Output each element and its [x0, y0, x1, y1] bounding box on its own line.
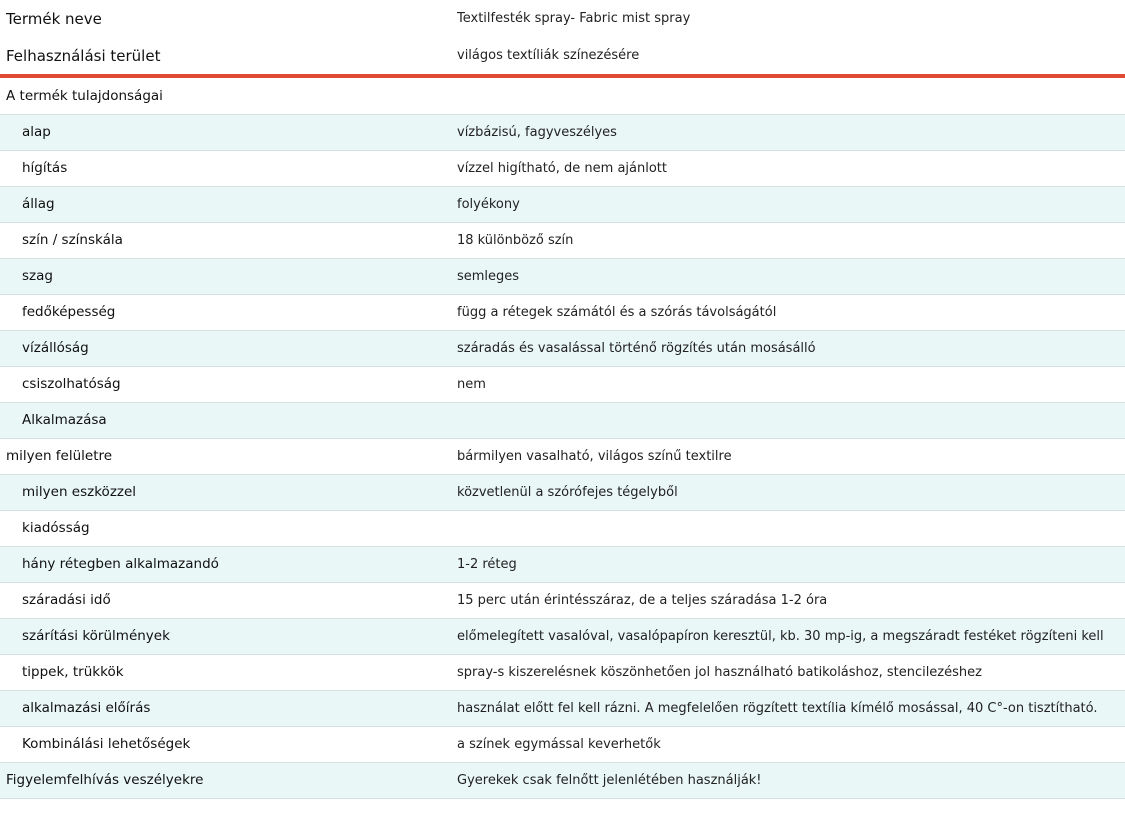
table-row	[0, 366, 1125, 402]
row-label: szárítási körülmények	[22, 628, 170, 644]
row-value: vízzel higítható, de nem ajánlott	[451, 150, 1125, 186]
row-label: vízállóság	[22, 340, 89, 356]
row-label-cell	[0, 114, 451, 150]
row-value: vízbázisú, fagyveszélyes	[451, 114, 1125, 150]
table-row	[0, 438, 1125, 474]
row-label-cell	[0, 618, 451, 654]
row-label-cell	[0, 330, 451, 366]
row-label-cell	[0, 402, 451, 438]
row-label: milyen eszközzel	[22, 484, 137, 500]
properties-table	[0, 78, 1125, 799]
row-value: 1-2 réteg	[451, 546, 1125, 582]
row-label: állag	[22, 196, 55, 212]
table-row	[0, 690, 1125, 726]
row-value: 18 különböző szín	[451, 222, 1125, 258]
row-label: szag	[22, 268, 53, 284]
row-label: hány rétegben alkalmazandó	[22, 556, 219, 572]
row-label-cell	[0, 294, 451, 330]
row-label: tippek, trükkök	[22, 664, 124, 680]
row-value: száradás és vasalással történő rögzítés után mosásálló	[451, 330, 1125, 366]
table-row	[0, 618, 1125, 654]
row-label-cell	[0, 510, 451, 546]
table-row	[0, 546, 1125, 582]
row-label: száradási idő	[22, 592, 111, 608]
row-label-cell	[0, 438, 451, 474]
table-row	[0, 726, 1125, 762]
row-label: Figyelemfelhívás veszélyekre	[6, 772, 204, 788]
row-value: spray-s kiszerelésnek köszönhetően jol használható batikoláshoz, stencilezéshez	[451, 654, 1125, 690]
row-label: milyen felületre	[6, 448, 113, 464]
table-row	[0, 78, 1125, 114]
row-value: bármilyen vasalható, világos színű textilre	[451, 438, 1125, 474]
row-label-cell	[0, 258, 451, 294]
product-name-row	[0, 0, 1125, 37]
row-label-cell	[0, 366, 451, 402]
row-label: csiszolhatóság	[22, 376, 121, 392]
row-label-cell	[0, 726, 451, 762]
table-row	[0, 114, 1125, 150]
usage-area-value: világos textíliák színezésére	[457, 48, 640, 63]
row-label-cell	[0, 654, 451, 690]
row-value: használat előtt fel kell rázni. A megfelelően rögzített textília kímélő mosással, 40 C°-on tisztítható.	[451, 690, 1125, 726]
row-value: függ a rétegek számától és a szórás távolságától	[451, 294, 1125, 330]
row-label: hígítás	[22, 160, 68, 176]
table-row	[0, 654, 1125, 690]
table-row	[0, 258, 1125, 294]
row-label: Alkalmazása	[22, 412, 107, 428]
usage-area-label: Felhasználási terület	[6, 46, 161, 65]
row-value: nem	[451, 366, 1125, 402]
row-label: A termék tulajdonságai	[6, 87, 163, 104]
row-label: szín / színskála	[22, 232, 123, 248]
row-label-cell	[0, 762, 451, 798]
row-label-cell	[0, 690, 451, 726]
row-label-cell	[0, 186, 451, 222]
table-row	[0, 510, 1125, 546]
row-value: 15 perc után érintésszáraz, de a teljes száradása 1-2 óra	[451, 582, 1125, 618]
row-value	[451, 510, 1125, 546]
row-value	[451, 402, 1125, 438]
row-label-cell	[0, 150, 451, 186]
table-row	[0, 294, 1125, 330]
row-label-cell	[0, 222, 451, 258]
product-name-value: Textilfesték spray- Fabric mist spray	[457, 11, 691, 26]
table-row	[0, 222, 1125, 258]
row-value: előmelegített vasalóval, vasalópapíron keresztül, kb. 30 mp-ig, a megszáradt festéket rögzíteni kell	[451, 618, 1125, 654]
row-value	[451, 78, 1125, 114]
product-name-label: Termék neve	[6, 9, 102, 28]
row-label-cell	[0, 582, 451, 618]
row-label: fedőképesség	[22, 304, 116, 320]
row-label: alap	[22, 124, 51, 140]
table-row	[0, 150, 1125, 186]
row-value: a színek egymással keverhetők	[451, 726, 1125, 762]
row-value: közvetlenül a szórófejes tégelyből	[451, 474, 1125, 510]
row-value: Gyerekek csak felnőtt jelenlétében használják!	[451, 762, 1125, 798]
row-label-cell	[0, 546, 451, 582]
row-value: semleges	[451, 258, 1125, 294]
table-row	[0, 762, 1125, 798]
usage-area-row	[0, 37, 1125, 74]
table-row	[0, 474, 1125, 510]
row-label-cell	[0, 78, 451, 114]
row-value: folyékony	[451, 186, 1125, 222]
table-row	[0, 186, 1125, 222]
row-label-cell	[0, 474, 451, 510]
table-row	[0, 582, 1125, 618]
row-label: Kombinálási lehetőségek	[22, 736, 191, 752]
row-label: alkalmazási előírás	[22, 700, 151, 716]
table-row	[0, 402, 1125, 438]
table-row	[0, 330, 1125, 366]
row-label: kiadósság	[22, 520, 90, 536]
